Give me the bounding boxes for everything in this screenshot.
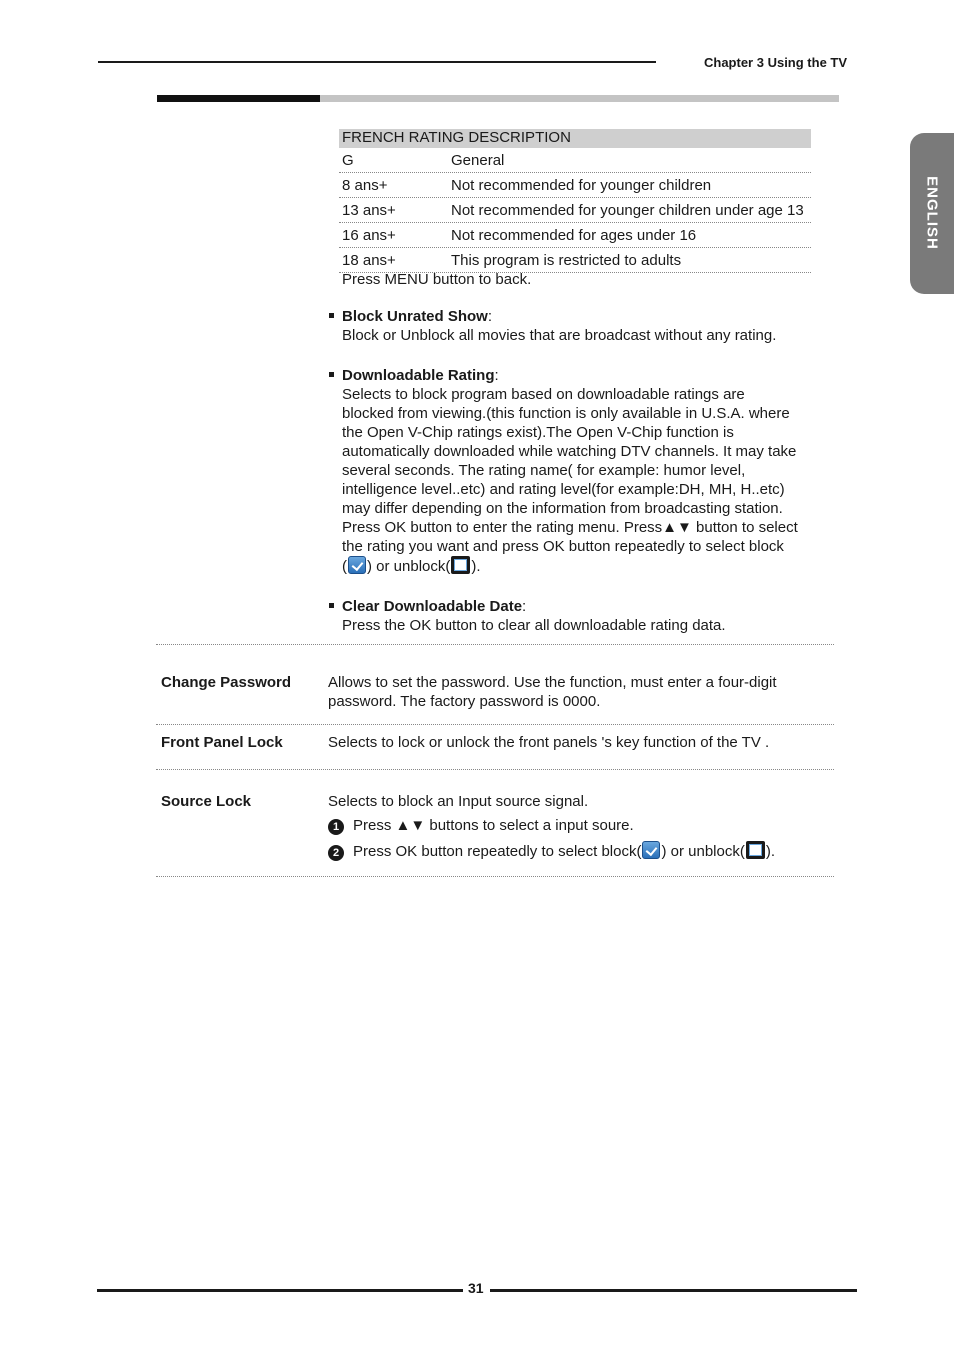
footer-rule-right: [490, 1289, 857, 1292]
section-bar-gray: [320, 95, 839, 102]
downloadable-label: Downloadable Rating: [342, 367, 495, 384]
rating-code: G: [342, 152, 354, 169]
checkbox-empty-icon: [746, 841, 765, 859]
table-row: [339, 173, 811, 198]
block-unrated-title: [329, 307, 492, 326]
downloadable-title: [329, 366, 499, 385]
page-number: 31: [468, 1280, 484, 1296]
desc-line: several seconds. The rating name( for example: humor level,: [342, 462, 746, 479]
french-rating-heading-text: FRENCH RATING DESCRIPTION: [342, 129, 571, 146]
desc-line: the Open V-Chip ratings exist).The Open V-Chip function is: [342, 424, 734, 441]
checkbox-checked-icon: [348, 556, 366, 574]
desc-line: Allows to set the password. Use the function, must enter a four-digit: [328, 674, 777, 691]
language-tab: [910, 133, 954, 294]
source-lock-step-2: 2 Press OK button repeatedly to select block( ) or unblock( ).: [328, 841, 775, 861]
menu-back-note: Press MENU button to back.: [342, 271, 532, 288]
bullet-icon: [329, 372, 334, 377]
divider: [156, 644, 834, 645]
clear-date-desc: Press the OK button to clear all downloadable rating data.: [342, 617, 726, 634]
rating-desc: Not recommended for ages under 16: [451, 227, 697, 244]
checkbox-checked-icon: [642, 841, 660, 859]
clear-date-title: [329, 597, 526, 616]
rating-code: 18 ans+: [342, 252, 396, 269]
downloadable-colon: :: [494, 367, 499, 384]
block-unrated-colon: :: [487, 308, 493, 325]
source-lock-label: Source Lock: [161, 793, 252, 810]
desc-line: may differ depending on the information from broadcasting station.: [342, 500, 783, 517]
step-number-icon: 2: [328, 845, 344, 861]
table-row: [339, 148, 811, 173]
table-row: [339, 223, 811, 248]
checkbox-empty-icon: [451, 556, 470, 574]
rating-desc: This program is restricted to adults: [451, 252, 682, 269]
rating-code: 16 ans+: [342, 227, 396, 244]
desc-line: Selects to block program based on downloadable ratings are: [342, 386, 745, 403]
front-panel-lock-desc: Selects to lock or unlock the front panels 's key function of the TV .: [328, 734, 770, 751]
section-bar-dark: [157, 95, 320, 102]
source-lock-desc: Selects to block an Input source signal.: [328, 793, 589, 810]
desc-line: Press OK button to enter the rating menu. Press▲▼ button to select: [342, 519, 798, 536]
rating-desc: Not recommended for younger children: [451, 177, 712, 194]
downloadable-desc: [342, 385, 842, 576]
footer-rule-left: [97, 1289, 463, 1292]
french-rating-heading: [339, 129, 811, 148]
desc-line: intelligence level..etc) and rating level(for example:DH, MH, H..etc): [342, 481, 785, 498]
desc-line: automatically downloaded while watching DTV channels. It may take: [342, 443, 797, 460]
change-password-label: Change Password: [161, 674, 292, 691]
block-unrated-label: Block Unrated Show: [342, 308, 488, 325]
change-password-desc: [328, 673, 777, 711]
desc-line-icons: ( ) or unblock( ).: [342, 558, 481, 575]
desc-line: the rating you want and press OK button repeatedly to select block: [342, 538, 784, 555]
step-number-icon: 1: [328, 819, 344, 835]
front-panel-lock-label: Front Panel Lock: [161, 734, 283, 751]
rating-desc: General: [451, 152, 505, 169]
bullet-icon: [329, 603, 334, 608]
clear-date-colon: :: [522, 598, 527, 615]
bullet-icon: [329, 313, 334, 318]
table-row: [339, 198, 811, 223]
desc-line: password. The factory password is 0000.: [328, 693, 601, 710]
clear-date-label: Clear Downloadable Date: [342, 598, 523, 615]
rating-code: 13 ans+: [342, 202, 396, 219]
divider: [156, 769, 834, 770]
desc-line: blocked from viewing.(this function is only available in U.S.A. where: [342, 405, 790, 422]
header-rule: [98, 61, 656, 63]
divider: [156, 724, 834, 725]
chapter-title: Chapter 3 Using the TV: [704, 55, 848, 70]
rating-code: 8 ans+: [342, 177, 388, 194]
divider: [156, 876, 834, 877]
block-unrated-desc: Block or Unblock all movies that are broadcast without any rating.: [342, 327, 777, 344]
language-tab-label: ENGLISH: [923, 176, 941, 250]
source-lock-step-1: 1 Press ▲▼ buttons to select a input soure.: [328, 816, 634, 835]
rating-desc: Not recommended for younger children under age 13: [451, 202, 804, 219]
